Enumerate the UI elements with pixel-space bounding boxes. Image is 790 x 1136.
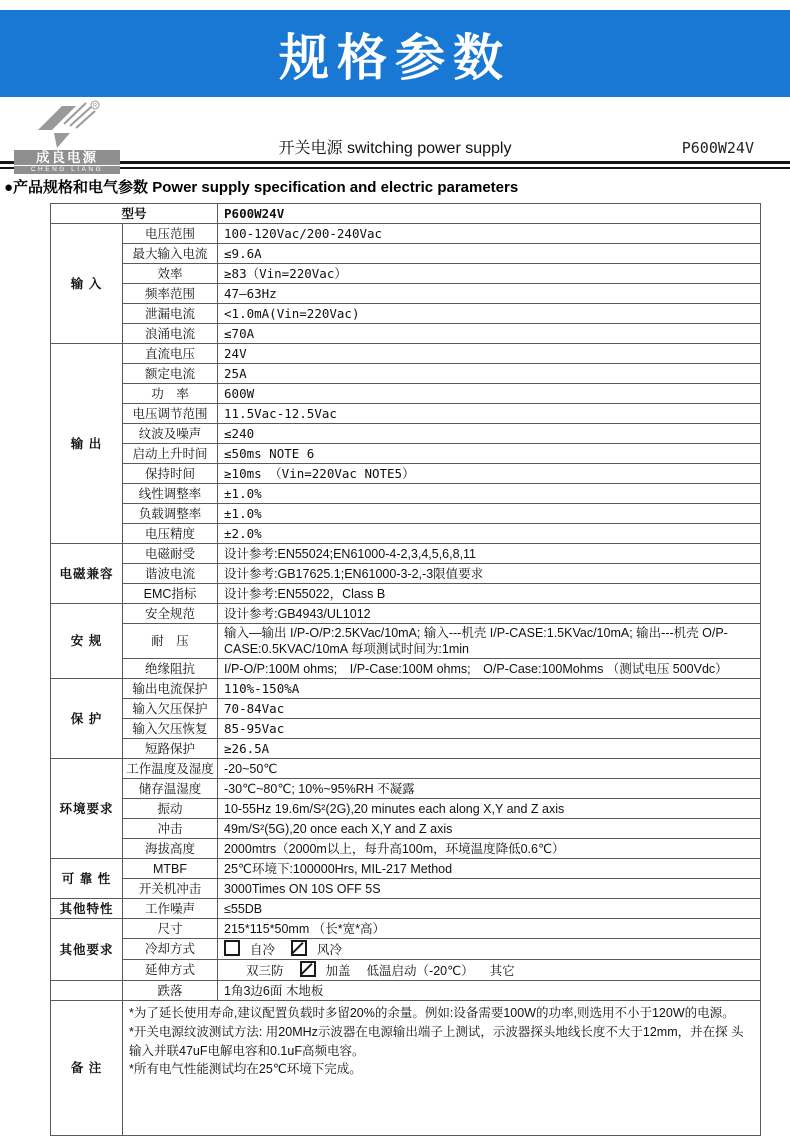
spec-label-cell: 振动 xyxy=(123,799,218,819)
spec-label-cell: 耐 压 xyxy=(123,624,218,659)
spec-row xyxy=(51,1001,761,1136)
spec-row xyxy=(51,404,761,424)
spec-row xyxy=(51,919,761,939)
svg-text:R: R xyxy=(92,103,98,110)
spec-row xyxy=(51,960,761,981)
spec-value-cell: ≤70A xyxy=(218,324,761,344)
spec-value-cell: -20~50℃ xyxy=(218,759,761,779)
spec-label-cell: 跌落 xyxy=(123,981,218,1001)
spec-label-cell: 线性调整率 xyxy=(123,484,218,504)
spec-row xyxy=(51,464,761,484)
spec-value-cell: ≥26.5A xyxy=(218,739,761,759)
spec-value-cell: ±1.0% xyxy=(218,484,761,504)
spec-value-cell: ≤50ms NOTE 6 xyxy=(218,444,761,464)
spec-table xyxy=(50,203,761,1136)
spec-row xyxy=(51,981,761,1001)
spec-value-cell: 设计参考:EN55024;EN61000-4-2,3,4,5,6,8,11 xyxy=(218,544,761,564)
spec-value-cell: 25A xyxy=(218,364,761,384)
spec-row xyxy=(51,324,761,344)
spec-section-cell xyxy=(51,981,123,1001)
spec-row xyxy=(51,859,761,879)
spec-label-cell: 效率 xyxy=(123,264,218,284)
spec-value-text: 低温启动（-20℃） xyxy=(366,964,474,978)
spec-value-cell: I/P-O/P:100M ohms; I/P-Case:100M ohms; O/P-Case:100Mohms （测试电压 500Vdc） xyxy=(218,659,761,679)
spec-value-text: 自冷 xyxy=(250,943,276,957)
spec-row xyxy=(51,424,761,444)
spec-value-cell: ≤240 xyxy=(218,424,761,444)
spec-label-cell: 直流电压 xyxy=(123,344,218,364)
spec-value-cell xyxy=(218,939,761,960)
spec-value-text: 双三防 xyxy=(246,964,284,978)
spec-label-cell: 电压调节范围 xyxy=(123,404,218,424)
brand-name-en: CHENG LIANG xyxy=(14,166,120,174)
spec-value-cell: 设计参考:GB17625.1;EN61000-3-2,-3限值要求 xyxy=(218,564,761,584)
spec-row xyxy=(51,204,761,224)
spec-row xyxy=(51,504,761,524)
spec-label-cell: 海拔高度 xyxy=(123,839,218,859)
spec-row xyxy=(51,899,761,919)
spec-label-cell: 功 率 xyxy=(123,384,218,404)
spec-section-cell: 环境要求 xyxy=(51,759,123,859)
spec-row xyxy=(51,679,761,699)
spec-row xyxy=(51,719,761,739)
spec-value-cell: ≤9.6A xyxy=(218,244,761,264)
header-model: P600W24V xyxy=(681,139,754,157)
spec-label-cell: 冲击 xyxy=(123,819,218,839)
spec-row xyxy=(51,304,761,324)
spec-value-cell: ≤55DB xyxy=(218,899,761,919)
spec-row xyxy=(51,344,761,364)
spec-row xyxy=(51,604,761,624)
spec-value-cell: 100-120Vac/200-240Vac xyxy=(218,224,761,244)
spec-row xyxy=(51,819,761,839)
spec-row xyxy=(51,584,761,604)
spec-value-cell: 11.5Vac-12.5Vac xyxy=(218,404,761,424)
spec-label-cell: 工作噪声 xyxy=(123,899,218,919)
spec-value-cell: 85-95Vac xyxy=(218,719,761,739)
spec-label-cell: 额定电流 xyxy=(123,364,218,384)
spec-label-cell: 型号 xyxy=(51,204,218,224)
spec-label-cell: 纹波及噪声 xyxy=(123,424,218,444)
spec-label-cell: 延伸方式 xyxy=(123,960,218,981)
note-line: *为了延长使用寿命,建议配置负载时多留20%的余量。例如:设备需要100W的功率,则选用不小于120W的电源。 xyxy=(129,1006,735,1020)
spec-label-cell: 负载调整率 xyxy=(123,504,218,524)
spec-row xyxy=(51,384,761,404)
cooling-self-checkbox xyxy=(224,940,240,956)
spec-section-cell: 输 出 xyxy=(51,344,123,544)
spec-row xyxy=(51,839,761,859)
banner-title: 规格参数 xyxy=(279,29,511,86)
spec-value-cell: 47—63Hz xyxy=(218,284,761,304)
spec-label-cell: MTBF xyxy=(123,859,218,879)
spec-label-cell: 工作温度及湿度 xyxy=(123,759,218,779)
extension-cover-checkbox xyxy=(300,961,316,977)
spec-section-cell: 安 规 xyxy=(51,604,123,679)
spec-value-cell xyxy=(123,1001,761,1136)
spec-value-cell: 70-84Vac xyxy=(218,699,761,719)
section-title: ●产品规格和电气参数 Power supply specification and electric parameters xyxy=(4,179,519,196)
brand-logo xyxy=(14,100,120,174)
spec-value-text: 加盖 xyxy=(325,964,351,978)
spec-section-cell: 输 入 xyxy=(51,224,123,344)
spec-value-text: 风冷 xyxy=(317,943,343,957)
spec-table-body xyxy=(51,204,761,1136)
note-line: *所有电气性能测试均在25℃环境下完成。 xyxy=(129,1062,362,1077)
spec-value-cell: ±2.0% xyxy=(218,524,761,544)
spec-row xyxy=(51,759,761,779)
spec-label-cell: 安全规范 xyxy=(123,604,218,624)
spec-label-cell: 输出电流保护 xyxy=(123,679,218,699)
spec-label-cell: 浪涌电流 xyxy=(123,324,218,344)
spec-value-cell: 215*115*50mm （长*宽*高） xyxy=(218,919,761,939)
spec-row xyxy=(51,244,761,264)
spec-label-cell: 最大输入电流 xyxy=(123,244,218,264)
spec-row xyxy=(51,524,761,544)
spec-label-cell: EMC指标 xyxy=(123,584,218,604)
spec-value-cell: -30℃~80℃; 10%~95%RH 不凝露 xyxy=(218,779,761,799)
spec-value-cell: 25℃环境下:100000Hrs, MIL-217 Method xyxy=(218,859,761,879)
spec-label-cell: 电磁耐受 xyxy=(123,544,218,564)
spec-label-cell: 电压精度 xyxy=(123,524,218,544)
spec-label-cell: 泄漏电流 xyxy=(123,304,218,324)
brand-name-cn: 成良电源 xyxy=(14,150,120,165)
spec-label-cell: 电压范围 xyxy=(123,224,218,244)
spec-value-cell: 设计参考:EN55022，Class B xyxy=(218,584,761,604)
spec-row xyxy=(51,264,761,284)
spec-value-cell: 110%-150%A xyxy=(218,679,761,699)
spec-section-cell: 其他特性 xyxy=(51,899,123,919)
spec-section-cell: 保 护 xyxy=(51,679,123,759)
spec-value-cell: 输入—输出 I/P-O/P:2.5KVac/10mA; 输入---机壳 I/P-CASE:1.5KVac/10mA; 输出---机壳 O/P-CASE:0.5KVAC/10mA 每项测试时间为:1min xyxy=(218,624,761,659)
spec-label-cell: 启动上升时间 xyxy=(123,444,218,464)
spec-row xyxy=(51,699,761,719)
spec-value-cell: ≥10ms （Vin=220Vac NOTE5） xyxy=(218,464,761,484)
spec-value-cell: 3000Times ON 10S OFF 5S xyxy=(218,879,761,899)
spec-value-cell: ±1.0% xyxy=(218,504,761,524)
cooling-fan-checkbox xyxy=(291,940,307,956)
spec-row xyxy=(51,779,761,799)
spec-row xyxy=(51,624,761,659)
spec-label-cell: 谐波电流 xyxy=(123,564,218,584)
spec-value-cell: 49m/S²(5G),20 once each X,Y and Z axis xyxy=(218,819,761,839)
spec-value-cell: 设计参考:GB4943/UL1012 xyxy=(218,604,761,624)
spec-value-text: 其它 xyxy=(489,964,515,978)
spec-value-cell: 1角3边6面 木地板 xyxy=(218,981,761,1001)
brand-logo-icon xyxy=(30,100,104,150)
spec-label-cell: 输入欠压保护 xyxy=(123,699,218,719)
spec-value-cell: P600W24V xyxy=(218,204,761,224)
spec-value-cell: 2000mtrs（2000m以上，每升高100m，环境温度降低0.6℃） xyxy=(218,839,761,859)
spec-row xyxy=(51,879,761,899)
spec-label-cell: 频率范围 xyxy=(123,284,218,304)
spec-label-cell: 绝缘阻抗 xyxy=(123,659,218,679)
spec-label-cell: 开关机冲击 xyxy=(123,879,218,899)
spec-label-cell: 储存温湿度 xyxy=(123,779,218,799)
spec-label-cell: 输入欠压恢复 xyxy=(123,719,218,739)
spec-value-cell: <1.0mA(Vin=220Vac) xyxy=(218,304,761,324)
spec-row xyxy=(51,739,761,759)
spec-row xyxy=(51,364,761,384)
spec-label-cell: 保持时间 xyxy=(123,464,218,484)
doc-header xyxy=(0,97,790,173)
page-banner xyxy=(0,10,790,97)
spec-row xyxy=(51,444,761,464)
spec-value-cell: 600W xyxy=(218,384,761,404)
spec-row xyxy=(51,799,761,819)
header-subtitle: 开关电源 switching power supply xyxy=(278,140,512,157)
spec-value-cell: 24V xyxy=(218,344,761,364)
spec-row xyxy=(51,544,761,564)
spec-row xyxy=(51,284,761,304)
spec-section-cell: 备 注 xyxy=(51,1001,123,1136)
spec-value-cell xyxy=(218,960,761,981)
spec-row xyxy=(51,659,761,679)
spec-row xyxy=(51,484,761,504)
note-line: *开关电源纹波测试方法: 用20MHz示波器在电源输出端子上测试，示波器探头地线长度不大于12mm，并在探 头输入并联47uF电解电容和0.1uF高频电容。 xyxy=(129,1024,744,1058)
spec-value-cell: 10-55Hz 19.6m/S²(2G),20 minutes each along X,Y and Z axis xyxy=(218,799,761,819)
spec-row xyxy=(51,224,761,244)
spec-value-cell: ≥83（Vin=220Vac） xyxy=(218,264,761,284)
spec-label-cell: 尺寸 xyxy=(123,919,218,939)
spec-section-cell: 电磁兼容 xyxy=(51,544,123,604)
spec-row xyxy=(51,939,761,960)
spec-section-cell: 其他要求 xyxy=(51,919,123,981)
page xyxy=(0,10,790,1078)
spec-row xyxy=(51,564,761,584)
spec-label-cell: 短路保护 xyxy=(123,739,218,759)
spec-section-cell: 可 靠 性 xyxy=(51,859,123,899)
spec-label-cell: 冷却方式 xyxy=(123,939,218,960)
